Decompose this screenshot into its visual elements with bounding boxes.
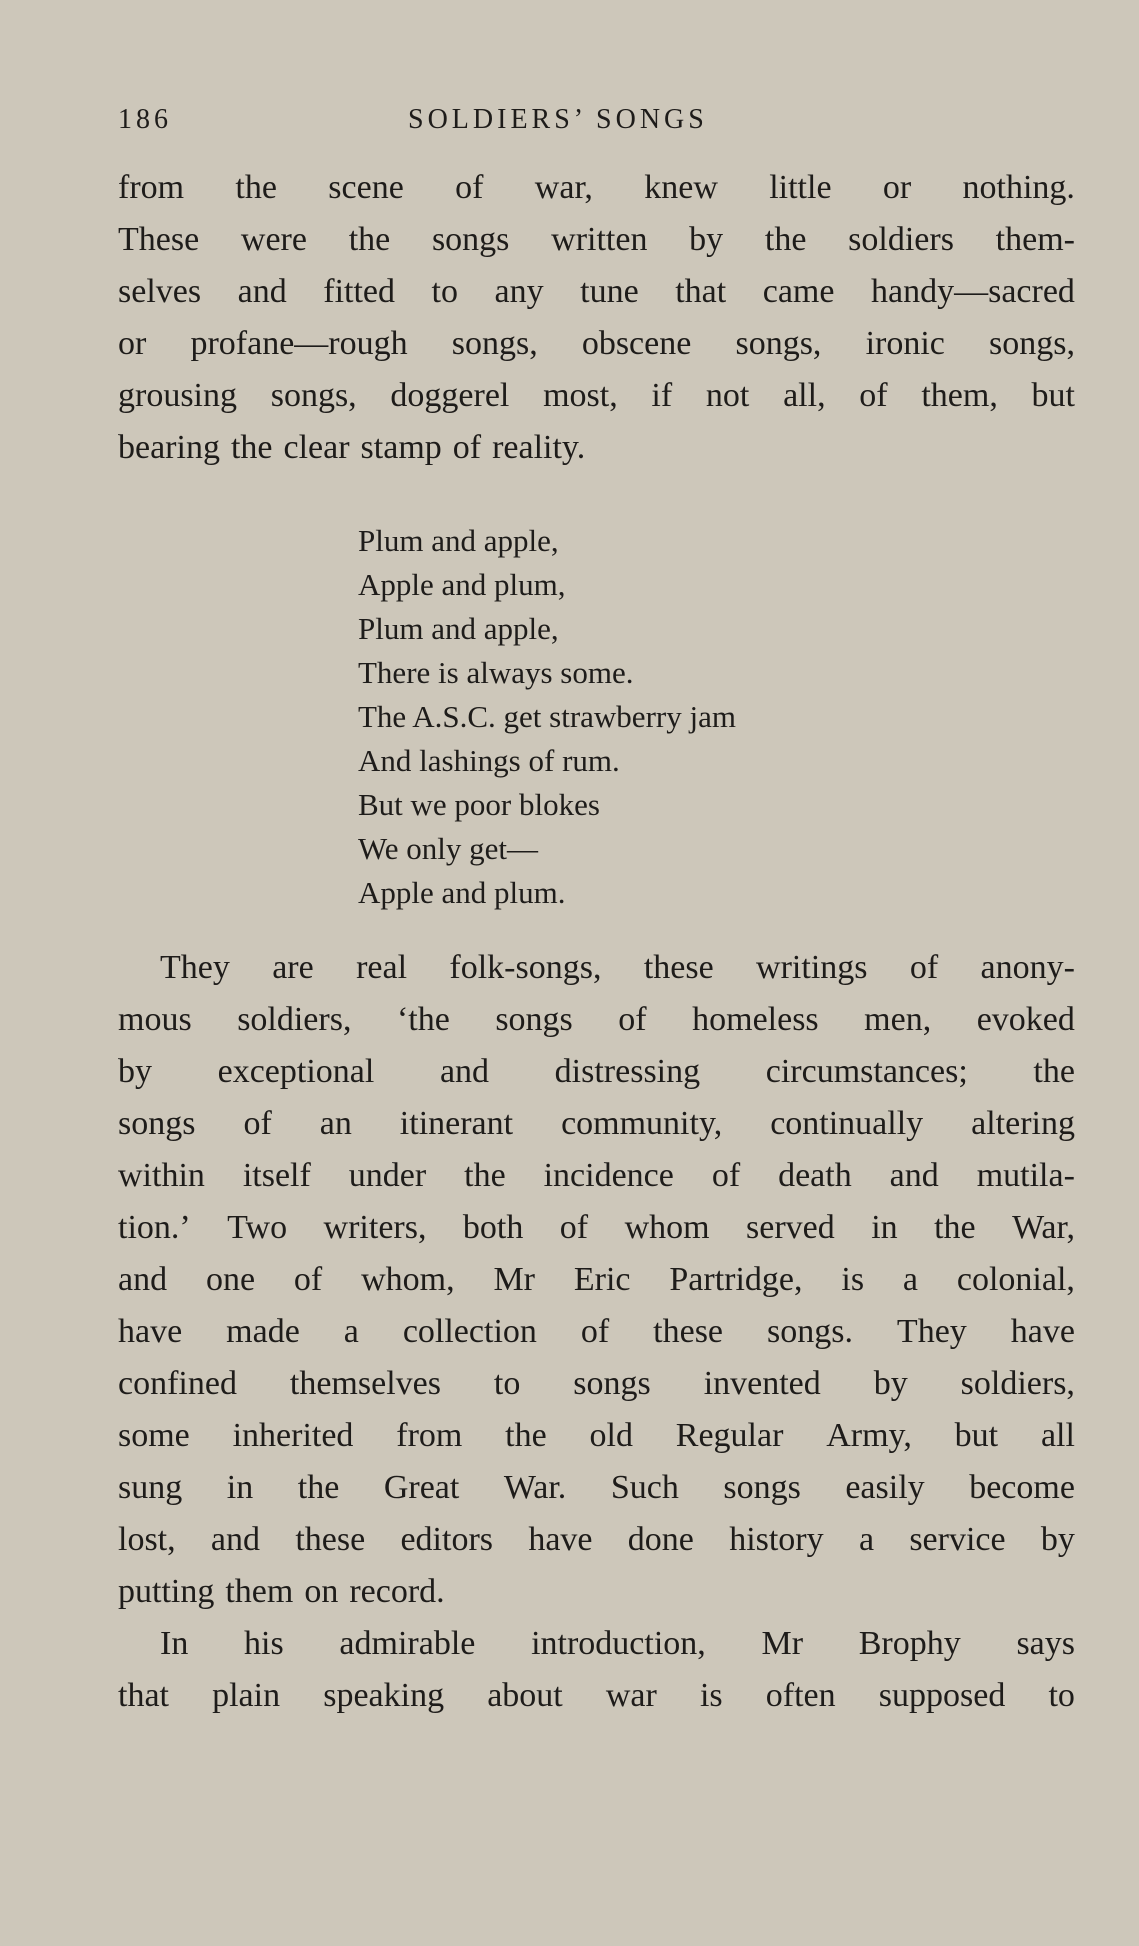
word: folk-songs, — [449, 949, 602, 986]
word: fitted — [323, 273, 396, 310]
word: to — [1048, 1677, 1075, 1714]
word: writers, — [323, 1209, 427, 1246]
word: these — [295, 1521, 366, 1558]
word: the — [348, 221, 391, 258]
word: written — [551, 221, 648, 258]
word: of — [293, 1261, 323, 1298]
word: whom, — [361, 1261, 455, 1298]
word: songs — [723, 1469, 801, 1506]
word: from — [396, 1417, 463, 1454]
text-line — [118, 168, 1075, 208]
poem-line: And lashings of rum. — [358, 743, 620, 778]
word: little — [769, 169, 832, 206]
word: by — [1040, 1521, 1075, 1558]
word: of — [580, 1313, 610, 1350]
word: both — [462, 1209, 524, 1246]
word: an — [319, 1105, 352, 1142]
word: songs — [495, 1001, 573, 1038]
word: were — [240, 221, 307, 258]
word: become — [969, 1469, 1075, 1506]
word: writings — [756, 949, 868, 986]
poem-line: Plum and apple, — [358, 611, 559, 646]
word: songs — [573, 1365, 651, 1402]
word: Eric — [573, 1261, 631, 1298]
word: of — [711, 1157, 741, 1194]
word: came — [762, 273, 835, 310]
word: on — [304, 1573, 339, 1610]
word: bearing — [118, 429, 220, 466]
word: doggerel — [390, 377, 510, 414]
word: Mr — [493, 1261, 536, 1298]
word: of — [452, 429, 482, 466]
text-line — [118, 1052, 1075, 1092]
word: any — [494, 273, 544, 310]
word: under — [348, 1157, 427, 1194]
word: songs — [431, 221, 510, 258]
word: editors — [400, 1521, 494, 1558]
poem-line: Apple and plum, — [358, 567, 566, 602]
word: old — [589, 1417, 633, 1454]
word: songs. — [766, 1313, 853, 1350]
word: circumstances; — [765, 1053, 968, 1090]
word: from — [118, 169, 185, 206]
word: the — [230, 429, 273, 466]
word: Two — [227, 1209, 288, 1246]
word: all, — [783, 377, 826, 414]
text-line — [118, 1520, 1075, 1560]
word: or — [118, 325, 147, 362]
word: are — [272, 949, 314, 986]
word: anony- — [980, 949, 1075, 986]
text-line — [118, 1364, 1075, 1404]
word: evoked — [976, 1001, 1075, 1038]
word: introduction, — [531, 1625, 706, 1662]
word: stamp — [360, 429, 442, 466]
poem-line: The A.S.C. get strawberry jam — [358, 699, 736, 734]
word: confined — [118, 1365, 237, 1402]
word: whom — [624, 1209, 710, 1246]
word: them, — [921, 377, 998, 414]
word: the — [764, 221, 807, 258]
text-line — [118, 428, 1075, 468]
word: men, — [864, 1001, 932, 1038]
word: to — [431, 273, 458, 310]
word: these — [653, 1313, 724, 1350]
word: of — [559, 1209, 589, 1246]
word: a — [343, 1313, 359, 1350]
word: War. — [503, 1469, 567, 1506]
word: ‘the — [396, 1001, 450, 1038]
word: them — [225, 1573, 294, 1610]
word: Regular — [675, 1417, 784, 1454]
word: community, — [561, 1105, 723, 1142]
word: songs, — [451, 325, 538, 362]
poem-line: Plum and apple, — [358, 523, 559, 558]
word: made — [226, 1313, 300, 1350]
word: songs — [118, 1105, 196, 1142]
word: but — [1031, 377, 1075, 414]
word: the — [1033, 1053, 1075, 1090]
word: inherited — [232, 1417, 354, 1454]
word: homeless — [692, 1001, 819, 1038]
word: supposed — [878, 1677, 1006, 1714]
word: in — [226, 1469, 254, 1506]
word: colonial, — [956, 1261, 1075, 1298]
word: in — [871, 1209, 898, 1246]
word: exceptional — [217, 1053, 375, 1090]
word: mutila- — [976, 1157, 1075, 1194]
word: done — [627, 1521, 694, 1558]
word: songs, — [270, 377, 357, 414]
word: and — [210, 1521, 261, 1558]
word: all — [1040, 1417, 1075, 1454]
word: a — [858, 1521, 875, 1558]
word: collection — [402, 1313, 537, 1350]
poem-line: But we poor blokes — [358, 787, 600, 822]
word: invented — [703, 1365, 821, 1402]
text-line — [118, 272, 1075, 312]
word: real — [356, 949, 408, 986]
word: ironic — [865, 325, 945, 362]
word: Partridge, — [669, 1261, 803, 1298]
text-line — [118, 1000, 1075, 1040]
word: Army, — [826, 1417, 912, 1454]
word: They — [896, 1313, 967, 1350]
poem-line: There is always some. — [358, 655, 634, 690]
word: history — [729, 1521, 824, 1558]
word: War, — [1012, 1209, 1075, 1246]
word: record. — [349, 1573, 445, 1610]
word: these — [643, 949, 714, 986]
text-line — [118, 1208, 1075, 1248]
word: of — [859, 377, 888, 414]
page-number: 186 — [118, 104, 172, 135]
word: speaking — [323, 1677, 445, 1714]
word: is — [841, 1261, 865, 1298]
word: Such — [610, 1469, 679, 1506]
text-line — [118, 220, 1075, 260]
word: reality. — [492, 429, 586, 466]
word: mous — [118, 1001, 192, 1038]
word: itinerant — [399, 1105, 514, 1142]
word: continually — [770, 1105, 924, 1142]
word: In — [160, 1625, 189, 1662]
word: handy—sacred — [871, 273, 1075, 310]
word: death — [778, 1157, 852, 1194]
text-line — [118, 1104, 1075, 1144]
word: selves — [118, 273, 202, 310]
word: clear — [283, 429, 350, 466]
word: grousing — [118, 377, 237, 414]
word: or — [882, 169, 912, 206]
word: most, — [543, 377, 618, 414]
word: often — [765, 1677, 836, 1714]
word: distressing — [554, 1053, 701, 1090]
word: Great — [383, 1469, 460, 1506]
word: by — [689, 221, 724, 258]
word: have — [1010, 1313, 1075, 1350]
text-line — [118, 1156, 1075, 1196]
word: them- — [995, 221, 1075, 258]
word: some — [118, 1417, 190, 1454]
word: the — [464, 1157, 506, 1194]
word: scene — [328, 169, 404, 206]
text-line — [160, 948, 1075, 988]
word: soldiers, — [960, 1365, 1075, 1402]
word: not — [705, 377, 750, 414]
word: have — [528, 1521, 593, 1558]
word: plain — [212, 1677, 281, 1714]
text-line — [160, 1624, 1075, 1664]
word: within — [118, 1157, 205, 1194]
word: war — [605, 1677, 657, 1714]
word: songs, — [989, 325, 1075, 362]
word: putting — [118, 1573, 215, 1610]
word: a — [902, 1261, 919, 1298]
poem-line: We only get— — [358, 831, 539, 866]
word: itself — [242, 1157, 311, 1194]
text-line — [118, 376, 1075, 416]
word: soldiers, — [237, 1001, 352, 1038]
word: the — [505, 1417, 547, 1454]
word: themselves — [289, 1365, 441, 1402]
word: and — [439, 1053, 490, 1090]
word: easily — [845, 1469, 925, 1506]
word: the — [297, 1469, 340, 1506]
word: of — [909, 949, 939, 986]
word: Brophy — [858, 1625, 961, 1662]
word: his — [244, 1625, 284, 1662]
text-line — [118, 1676, 1075, 1716]
word: by — [873, 1365, 908, 1402]
word: is — [699, 1677, 723, 1714]
word: by — [118, 1053, 152, 1090]
word: to — [493, 1365, 521, 1402]
text-line — [118, 324, 1075, 364]
word: of — [455, 169, 484, 206]
word: about — [487, 1677, 563, 1714]
word: have — [118, 1313, 183, 1350]
word: of — [243, 1105, 272, 1142]
word: lost, — [118, 1521, 176, 1558]
word: admirable — [339, 1625, 476, 1662]
word: the — [235, 169, 277, 206]
word: that — [118, 1677, 169, 1714]
word: incidence — [543, 1157, 674, 1194]
word: the — [934, 1209, 976, 1246]
word: nothing. — [962, 169, 1075, 206]
word: says — [1016, 1625, 1075, 1662]
word: of — [618, 1001, 647, 1038]
word: knew — [644, 169, 718, 206]
text-line — [118, 1468, 1075, 1508]
text-line — [118, 1572, 1075, 1612]
text-line — [118, 1416, 1075, 1456]
word: war, — [534, 169, 593, 206]
word: and — [889, 1157, 939, 1194]
word: served — [746, 1209, 835, 1246]
word: and — [237, 273, 287, 310]
word: one — [205, 1261, 256, 1298]
word: tion.’ — [118, 1209, 191, 1246]
word: altering — [971, 1105, 1075, 1142]
text-line — [118, 1260, 1075, 1300]
word: sung — [118, 1469, 183, 1506]
word: obscene — [581, 325, 692, 362]
word: profane—rough — [190, 325, 408, 362]
word: if — [651, 377, 673, 414]
word: tune — [580, 273, 639, 310]
word: These — [118, 221, 200, 258]
running-title: SOLDIERS’ SONGS — [408, 104, 708, 135]
text-line — [118, 1312, 1075, 1352]
word: service — [909, 1521, 1006, 1558]
word: Mr — [761, 1625, 804, 1662]
word: They — [160, 949, 230, 986]
word: that — [675, 273, 727, 310]
word: and — [118, 1261, 168, 1298]
poem-line: Apple and plum. — [358, 875, 566, 910]
word: songs, — [735, 325, 822, 362]
word: but — [954, 1417, 999, 1454]
word: soldiers — [848, 221, 954, 258]
